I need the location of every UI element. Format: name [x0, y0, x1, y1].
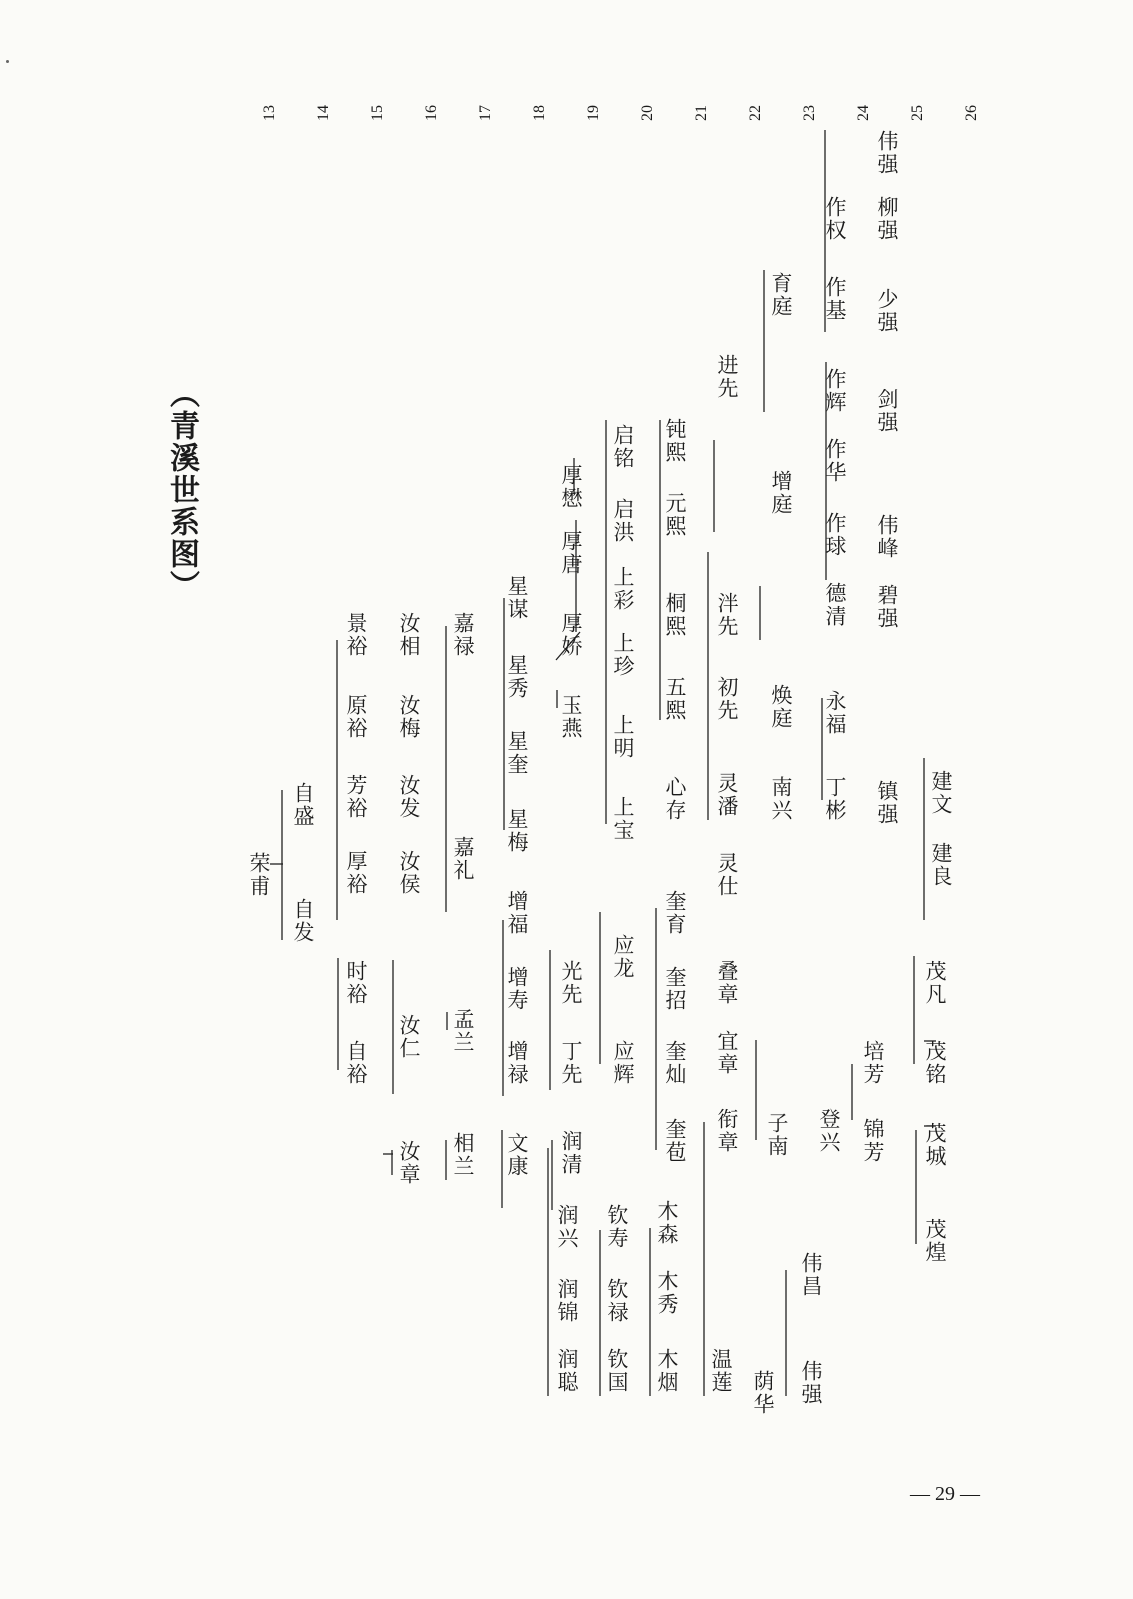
person-node: 作辉	[823, 368, 847, 414]
diagram-title: （青溪世系图）	[164, 378, 199, 602]
generation-number: 19	[585, 105, 602, 121]
person-node: 奎灿	[663, 1040, 687, 1086]
person-node: 钦禄	[605, 1278, 629, 1324]
generation-number: 16	[423, 105, 440, 121]
person-node: 泮先	[715, 592, 739, 638]
person-node: 润兴	[555, 1204, 579, 1250]
person-node: 星奎	[505, 730, 529, 776]
person-node: 建文	[929, 770, 953, 816]
person-node: 润清	[559, 1130, 583, 1176]
person-node: 叠章	[715, 960, 739, 1006]
person-node: 木森	[655, 1200, 679, 1246]
person-node: 汝侯	[397, 850, 421, 896]
person-node: 灵仕	[715, 852, 739, 898]
person-node: 奎育	[663, 890, 687, 936]
generation-number: 21	[693, 105, 710, 121]
person-node: 嘉禄	[451, 612, 475, 658]
person-node: 荣甫	[247, 852, 271, 898]
person-node: 汝仁	[397, 1014, 421, 1060]
person-node: 培芳	[861, 1040, 885, 1086]
person-node: 伟昌	[799, 1252, 823, 1298]
person-node: 灵潘	[715, 772, 739, 818]
person-node: 厚懋	[559, 464, 583, 510]
person-node: 木秀	[655, 1270, 679, 1316]
person-node: 星谋	[505, 575, 529, 621]
person-node: 时裕	[344, 960, 368, 1006]
person-node: 作华	[823, 438, 847, 484]
person-node: 木烟	[655, 1348, 679, 1394]
person-node: 玉燕	[559, 694, 583, 740]
person-node: 伟强	[875, 130, 899, 176]
person-node: 伟强	[799, 1360, 823, 1406]
person-node: 茂煌	[923, 1218, 947, 1264]
person-node: 奎招	[663, 966, 687, 1012]
person-node: 润锦	[555, 1278, 579, 1324]
person-node: 上彩	[611, 566, 635, 612]
person-node: 星秀	[505, 654, 529, 700]
generation-number: 18	[531, 105, 548, 121]
person-node: 作基	[823, 276, 847, 322]
generation-number: 13	[261, 105, 278, 121]
person-node: 柳强	[875, 196, 899, 242]
person-node: 汝章	[397, 1140, 421, 1186]
person-node: 进先	[715, 354, 739, 400]
person-node: 子南	[765, 1112, 789, 1158]
person-node: 登兴	[817, 1108, 841, 1154]
person-node: 作权	[823, 196, 847, 242]
person-node: 焕庭	[769, 684, 793, 730]
person-node: 茂铭	[923, 1040, 947, 1086]
person-node: 光先	[559, 960, 583, 1006]
person-node: 原裕	[344, 694, 368, 740]
person-node: 芳裕	[344, 774, 368, 820]
person-node: 应龙	[611, 934, 635, 980]
person-node: 相兰	[451, 1132, 475, 1178]
person-node: 元熙	[663, 492, 687, 538]
person-node: 宜章	[715, 1030, 739, 1076]
person-node: 心存	[663, 776, 687, 822]
generation-number: 14	[315, 105, 332, 121]
person-node: 自裕	[344, 1040, 368, 1086]
generation-number: 20	[639, 105, 656, 121]
generation-number: 22	[747, 105, 764, 121]
person-node: 永福	[823, 690, 847, 736]
person-node: 伟峰	[875, 514, 899, 560]
person-node: 作球	[823, 512, 847, 558]
person-node: 星梅	[505, 808, 529, 854]
person-node: 上珍	[611, 632, 635, 678]
person-node: 钦寿	[605, 1204, 629, 1250]
person-node: 钦国	[605, 1348, 629, 1394]
person-node: 景裕	[344, 612, 368, 658]
person-node: 少强	[875, 288, 899, 334]
generation-number: 23	[801, 105, 818, 121]
person-node: 茂凡	[923, 960, 947, 1006]
generation-number: 26	[963, 105, 980, 121]
person-node: 茂城	[923, 1122, 947, 1168]
person-node: 厚娇	[559, 612, 583, 658]
person-node: 厚裕	[344, 850, 368, 896]
person-node: 初先	[715, 676, 739, 722]
person-node: 文康	[505, 1132, 529, 1178]
person-node: 汝梅	[397, 694, 421, 740]
person-node: 镇强	[875, 780, 899, 826]
person-node: 钝熙	[663, 418, 687, 464]
person-node: 荫华	[751, 1370, 775, 1416]
person-node: 锦芳	[861, 1118, 885, 1164]
person-node: 增福	[505, 890, 529, 936]
person-node: 南兴	[769, 776, 793, 822]
person-node: 五熙	[663, 676, 687, 722]
person-node: 育庭	[769, 272, 793, 318]
person-node: 建良	[929, 842, 953, 888]
person-node: 汝发	[397, 774, 421, 820]
person-node: 增庭	[769, 470, 793, 516]
person-node: 温莲	[709, 1348, 733, 1394]
person-node: 丁先	[559, 1040, 583, 1086]
person-node: 丁彬	[823, 776, 847, 822]
person-node: 衔章	[715, 1108, 739, 1154]
person-node: 孟兰	[451, 1008, 475, 1054]
person-node: 剑强	[875, 388, 899, 434]
person-node: 厚唐	[559, 530, 583, 576]
person-node: 增禄	[505, 1040, 529, 1086]
person-node: 德清	[823, 582, 847, 628]
person-node: 启洪	[611, 498, 635, 544]
person-node: 润聪	[555, 1348, 579, 1394]
person-node: 增寿	[505, 966, 529, 1012]
generation-number: 24	[855, 105, 872, 121]
person-node: 奎苞	[663, 1118, 687, 1164]
page-number: — 29 —	[910, 1483, 980, 1505]
person-node: 上宝	[611, 796, 635, 842]
person-node: 桐熙	[663, 592, 687, 638]
person-node: 自发	[291, 898, 315, 944]
person-node: 汝相	[397, 612, 421, 658]
person-node: 嘉礼	[451, 836, 475, 882]
generation-number: 15	[369, 105, 386, 121]
person-node: 自盛	[291, 782, 315, 828]
person-node: 应辉	[611, 1040, 635, 1086]
person-node: 碧强	[875, 584, 899, 630]
person-node: 启铭	[611, 424, 635, 470]
person-node: 上明	[611, 714, 635, 760]
generation-number: 25	[909, 105, 926, 121]
generation-number: 17	[477, 105, 494, 121]
